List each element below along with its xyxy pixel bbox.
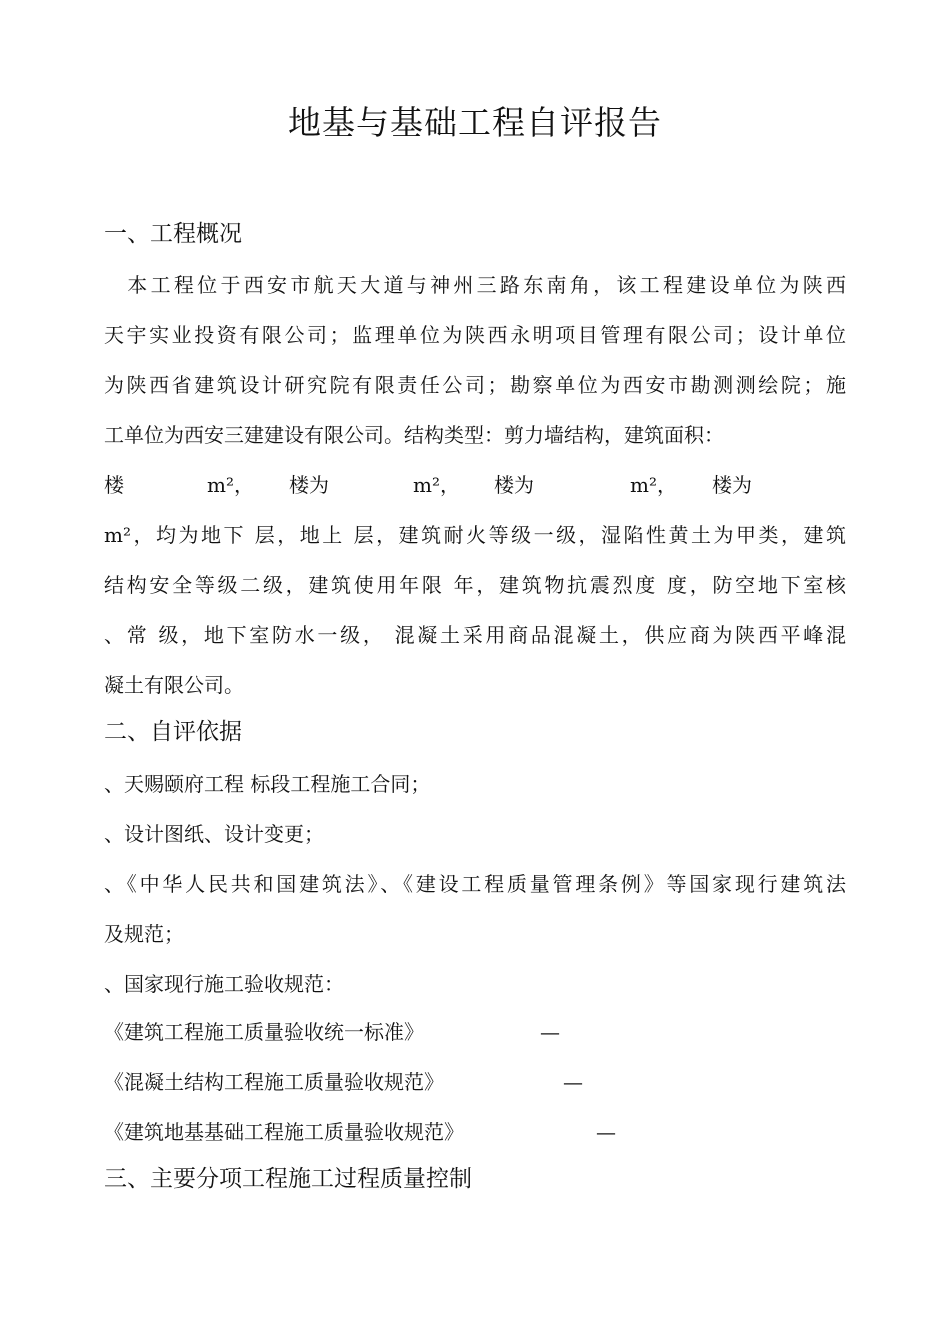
standard-line-2	[0, 1067, 950, 1097]
area-line-seg-3: 楼为	[289, 473, 329, 497]
overview-line-2: 天宇实业投资有限公司；监理单位为陕西永明项目管理有限公司；设计单位	[104, 323, 846, 347]
basis-item-3: 、《中华人民共和国建筑法》、《建设工程质量管理条例》等国家现行建筑法	[104, 872, 846, 896]
standard-line-3	[0, 1117, 950, 1147]
area-line-seg-2: m²，	[207, 473, 254, 497]
overview-line-9: 凝土有限公司。	[104, 673, 244, 697]
standard-dash: —	[596, 1120, 616, 1144]
overview-line-8: 、常 级，地下室防水一级， 混凝土采用商品混凝土，供应商为陕西平峰混	[104, 623, 846, 647]
overview-line-4: 工单位为西安三建建设有限公司。结构类型：剪力墙结构，建筑面积：	[104, 423, 724, 447]
area-line	[0, 470, 950, 500]
area-line-seg-5: 楼为	[494, 473, 534, 497]
section-heading-overview: 一、工程概况	[104, 221, 242, 247]
area-line-seg-1: 楼	[104, 473, 124, 497]
basis-item-4: 、国家现行施工验收规范：	[104, 972, 344, 996]
standard-name: 《建筑地基基础工程施工质量验收规范》	[104, 1120, 464, 1144]
standard-name: 《建筑工程施工质量验收统一标准》	[104, 1020, 424, 1044]
basis-item-2: 、设计图纸、设计变更；	[104, 822, 324, 846]
section-heading-quality-control: 三、主要分项工程施工过程质量控制	[104, 1166, 472, 1192]
standard-dash: —	[540, 1020, 560, 1044]
document-title: 地基与基础工程自评报告	[288, 103, 662, 142]
standard-line-1	[0, 1017, 950, 1047]
standard-name: 《混凝土结构工程施工质量验收规范》	[104, 1070, 444, 1094]
overview-line-3: 为陕西省建筑设计研究院有限责任公司；勘察单位为西安市勘测测绘院；施	[104, 373, 846, 397]
standard-dash: —	[563, 1070, 583, 1094]
area-line-seg-4: m²，	[413, 473, 460, 497]
area-line-seg-6: m²，	[630, 473, 677, 497]
basis-item-1: 、天赐颐府工程 标段工程施工合同；	[104, 772, 431, 796]
overview-line-1: 本工程位于西安市航天大道与神州三路东南角，该工程建设单位为陕西	[104, 273, 846, 297]
area-line-seg-7: 楼为	[712, 473, 752, 497]
overview-line-7: 结构安全等级二级，建筑使用年限 年，建筑物抗震烈度 度，防空地下室核	[104, 573, 846, 597]
section-heading-basis: 二、自评依据	[104, 719, 242, 745]
basis-item-3-cont: 及规范；	[104, 922, 184, 946]
overview-line-6: m²，均为地下 层，地上 层，建筑耐火等级一级，湿陷性黄土为甲类，建筑	[104, 523, 846, 547]
